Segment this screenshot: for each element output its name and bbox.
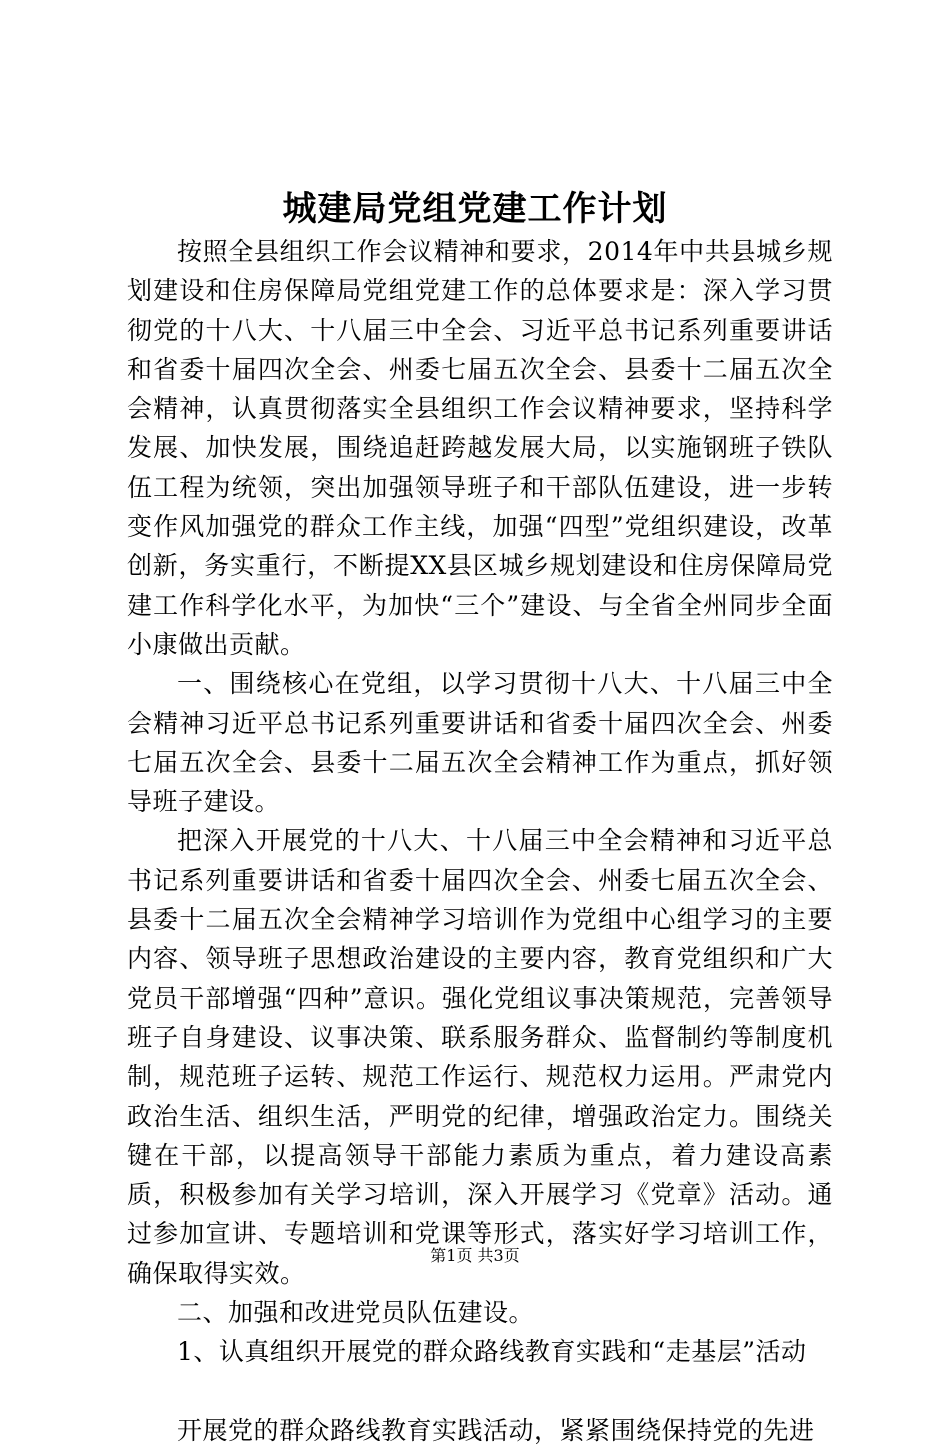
page-footer: 第1页 共3页 (430, 1246, 520, 1265)
paragraph-intro: 按照全县组织工作会议精神和要求，2014年中共县城乡规划建设和住房保障局党组党建工作的总体要求是：深入学习贯彻党的十八大、十八届三中全会、习近平总书记系列重要讲话和省委十届四次全会、州委七届五次全会、县委十二届五次全会精神，认真贯彻落实全县组织工作会议精神要求，坚持科学发展、加快发展，围绕追赶跨越发展大局，以实施钢班子铁队伍工程为统领，突出加强领导班子和干部队伍建设，进一步转变作风加强党的群众工作主线，加强“四型”党组织建设，改革创新，务实重行，不断提XX县区城乡规划建设和住房保障局党建工作科学化水平，为加快“三个”建设、与全省全州同步全面小康做出贡献。 (127, 237, 833, 659)
paragraph-item-one-detail: 开展党的群众路线教育实践活动，紧紧围绕保持党的先进 (177, 1415, 815, 1445)
paragraph-section-two: 二、加强和改进党员队伍建设。 (177, 1298, 535, 1328)
paragraph-item-one: 1、认真组织开展党的群众路线教育实践和“走基层”活动 (177, 1337, 807, 1367)
paragraph-section-one-detail: 把深入开展党的十八大、十八届三中全会精神和习近平总书记系列重要讲话和省委十届四次全会、州委七届五次全会、县委十二届五次全会精神学习培训作为党组中心组学习的主要内容、领导班子思想政治建设的主要内容，教育党组织和广大党员干部增强“四种”意识。强化党组议事决策规范，完善领导班子自身建设、议事决策、联系服务群众、监督制约等制度机制，规范班子运转、规范工作运行、规范权力运用。严肃党内政治生活、组织生活，严明党的纪律，增强政治定力。围绕关键在干部，以提高领导干部能力素质为重点，着力建设高素质，积极参加有关学习培训，深入开展学习《党章》活动。通过参加宣讲、专题培训和党课等形式，落实好学习培训工作，确保取得实效。 (127, 826, 833, 1288)
document-title: 城建局党组党建工作计划 (282, 189, 668, 229)
paragraph-section-one: 一、围绕核心在党组，以学习贯彻十八大、十八届三中全会精神习近平总书记系列重要讲话和省委十届四次全会、州委七届五次全会、县委十二届五次全会精神工作为重点，抓好领导班子建设。 (127, 669, 833, 817)
